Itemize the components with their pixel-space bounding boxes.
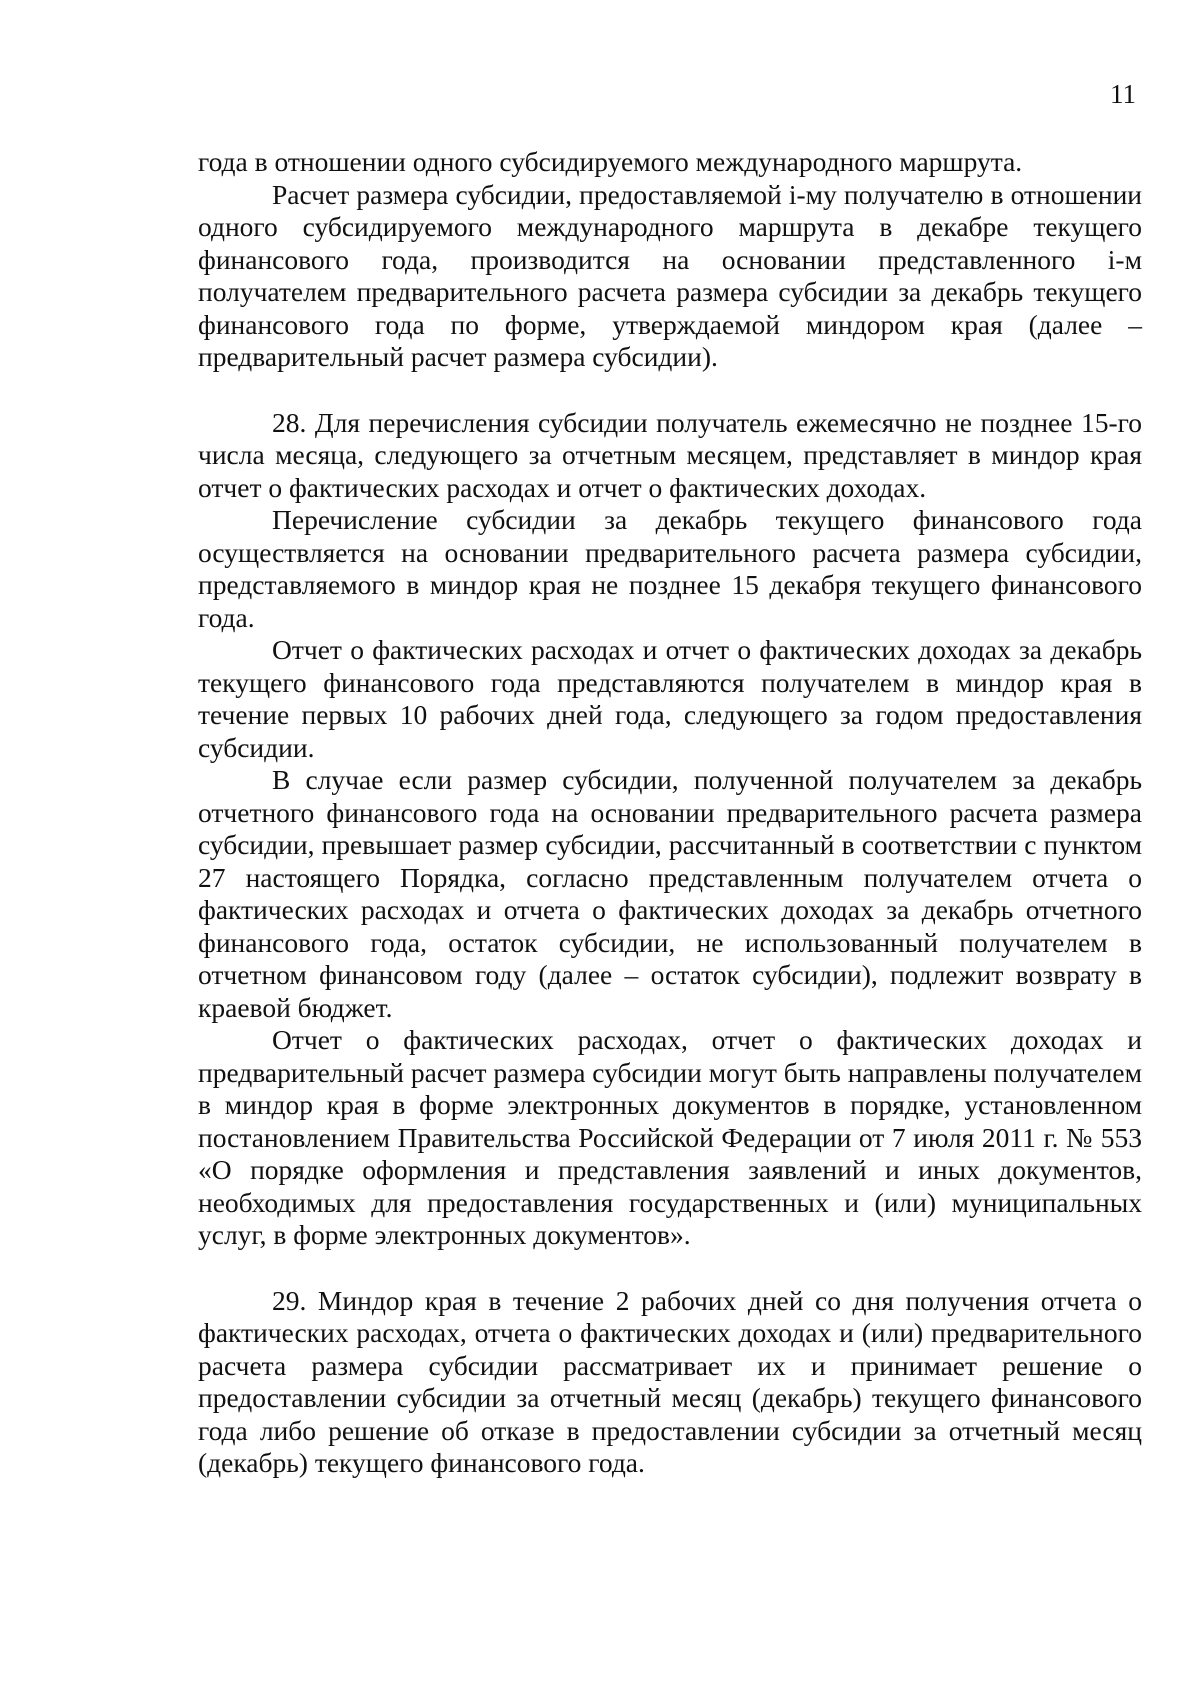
paragraph-subsidy-calculation: Расчет размера субсидии, предоставляемой i-му получателю в отношении одного субсидируемого международного маршрута в декабре текущего финансового года, производится на основании представленного i-м получателем предварительного расчета размера субсидии за декабрь текущего финансового года по форме, утверждаемой миндором края (далее – предварительный расчет размера субсидии). <box>198 178 1142 372</box>
paragraph-clause-29: 29. Миндор края в течение 2 рабочих дней со дня получения отчета о фактических расходах, отчета о фактических доходах и (или) предварительного расчета размера субсидии рассматривает их и принимает решение о предоставлении субсидии за отчетный месяц (декабрь) текущего финансового года либо решение об отказе в предоставлении субсидии за отчетный месяц (декабрь) текущего финансового года. <box>198 1284 1142 1478</box>
document-body <box>198 146 1142 1480</box>
paragraph-subsidy-remainder: В случае если размер субсидии, полученной получателем за декабрь отчетного финансового года на основании предварительного расчета размера субсидии, превышает размер субсидии, рассчитанный в соответствии с пунктом 27 настоящего Порядка, согласно представленным получателем отчета о фактических расходах и отчета о фактических доходах за декабрь отчетного финансового года, остаток субсидии, не использованный получателем в отчетном финансовом году (далее – остаток субсидии), подлежит возврату в краевой бюджет. <box>198 764 1142 1023</box>
paragraph-december-transfer: Перечисление субсидии за декабрь текущего финансового года осуществляется на основании предварительного расчета размера субсидии, представляемого в миндор края не позднее 15 декабря текущего финансового года. <box>198 504 1142 633</box>
paragraph-december-reports: Отчет о фактических расходах и отчет о фактических доходах за декабрь текущего финансового года представляются получателем в миндор края в течение первых 10 рабочих дней года, следующего за годом предоставления субсидии. <box>198 634 1142 763</box>
paragraph-electronic-documents: Отчет о фактических расходах, отчет о фактических доходах и предварительный расчет размера субсидии могут быть направлены получателем в миндор края в форме электронных документов в порядке, установленном постановлением Правительства Российской Федерации от 7 июля 2011 г. № 553 «О порядке оформления и представления заявлений и иных документов, необходимых для предоставления государственных и (или) муниципальных услуг, в форме электронных документов». <box>198 1024 1143 1250</box>
page-number: 11 <box>1110 79 1136 109</box>
paragraph-clause-28: 28. Для перечисления субсидии получатель ежемесячно не позднее 15-го числа месяца, следующего за отчетным месяцем, представляет в миндор края отчет о фактических расходах и отчет о фактических доходах. <box>198 406 1142 503</box>
paragraph-continuation: года в отношении одного субсидируемого международного маршрута. <box>198 146 1023 177</box>
